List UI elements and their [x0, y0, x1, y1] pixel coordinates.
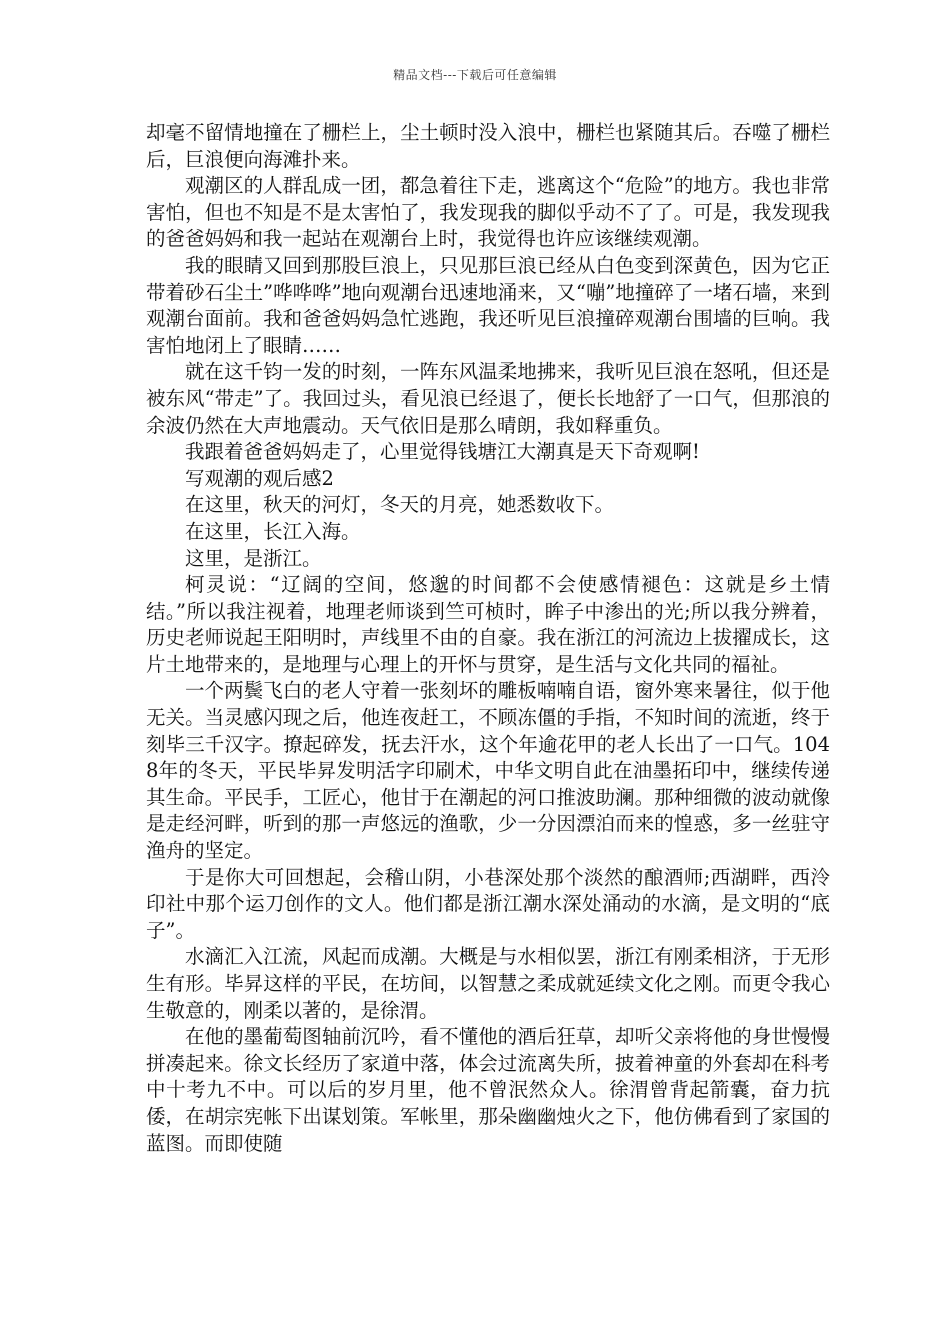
paragraph: 一个两鬓飞白的老人守着一张刻坏的雕板喃喃自语，窗外寒来暑往，似于他无关。当灵感闪现之后，他连夜赶工，不顾冻僵的手指，不知时间的流逝，终于刻毕三千汉字。撩起碎发，抚去汗水，这个年逾花甲的老人长出了一口气。1048年的冬天，平民毕昇发明活字印刷术，中华文明自此在油墨拓印中，继续传递其生命。平民手，工匠心，他甘于在潮起的河口推波助澜。那种细微的波动就像是走经河畔，听到的那一声悠远的渔歌，少一分因漂泊而来的惶惑，多一丝驻守渔舟的坚定。: [146, 679, 830, 863]
paragraph: 在这里，长江入海。: [185, 519, 361, 543]
paragraph: 我跟着爸爸妈妈走了，心里觉得钱塘江大潮真是天下奇观啊!: [185, 440, 700, 464]
paragraph: 于是你大可回想起，会稽山阴，小巷深处那个淡然的酿酒师;西湖畔，西泠印社中那个运刀创作的文人。他们都是浙江潮水深处涌动的水滴，是文明的“底子”。: [146, 865, 830, 942]
paragraph: 水滴汇入江流，风起而成潮。大概是与水相似罢，浙江有刚柔相济，于无形生有形。毕昇这样的平民，在坊间，以智慧之柔成就延续文化之刚。而更令我心生敬意的，刚柔以著的，是徐渭。: [146, 945, 830, 1022]
paragraph: 就在这千钧一发的时刻，一阵东风温柔地拂来，我听见巨浪在怒吼，但还是被东风“带走”了。我回过头，看见浪已经退了，便长长地舒了一口气，但那浪的余波仍然在大声地震动。天气依旧是那么晴朗，我如释重负。: [146, 360, 830, 437]
paragraph: 柯灵说：“辽阔的空间，悠邈的时间都不会使感情褪色：这就是乡土情结。”所以我注视着，地理老师谈到竺可桢时，眸子中渗出的光;所以我分辨着，历史老师说起王阳明时，声线里不由的自豪。我在浙江的河流边上拔擢成长，这片土地带来的，是地理与心理上的开怀与贯穿，是生活与文化共同的福祉。: [146, 573, 830, 676]
page-header: 精品文档---下载后可任意编辑: [393, 68, 557, 82]
paragraph: 观潮区的人群乱成一团，都急着往下走，逃离这个“危险”的地方。我也非常害怕，但也不知是不是太害怕了，我发现我的脚似乎动不了了。可是，我发现我的爸爸妈妈和我一起站在观潮台上时，我觉得也许应该继续观潮。: [146, 174, 830, 251]
paragraph: 我的眼睛又回到那股巨浪上，只见那巨浪已经从白色变到深黄色，因为它正带着砂石尘土”哗哗哗”地向观潮台迅速地涌来，又“嘣”地撞碎了一堵石墙，来到观潮台面前。我和爸爸妈妈急忙逃跑，我还听见巨浪撞碎观潮台围墙的巨响。我害怕地闭上了眼睛……: [146, 253, 830, 357]
document-body: [146, 120, 830, 1157]
paragraph: 这里，是浙江。: [185, 546, 322, 570]
paragraph: 却毫不留情地撞在了栅栏上，尘土顿时没入浪中，栅栏也紧随其后。吞噬了栅栏后，巨浪便向海滩扑来。: [146, 121, 830, 171]
paragraph: 在这里，秋天的河灯，冬天的月亮，她悉数收下。: [185, 493, 615, 517]
paragraph: 写观潮的观后感2: [185, 466, 334, 490]
paragraph: 在他的墨葡萄图轴前沉吟，看不懂他的酒后狂草，却听父亲将他的身世慢慢拼凑起来。徐文长经历了家道中落，体会过流离失所，披着神童的外套却在科考中十考九不中。可以后的岁月里，他不曾泯然众人。徐渭曾背起箭囊，奋力抗倭，在胡宗宪帐下出谋划策。军帐里，那朵幽幽烛火之下，他仿佛看到了家国的蓝图。而即使随: [146, 1025, 830, 1155]
